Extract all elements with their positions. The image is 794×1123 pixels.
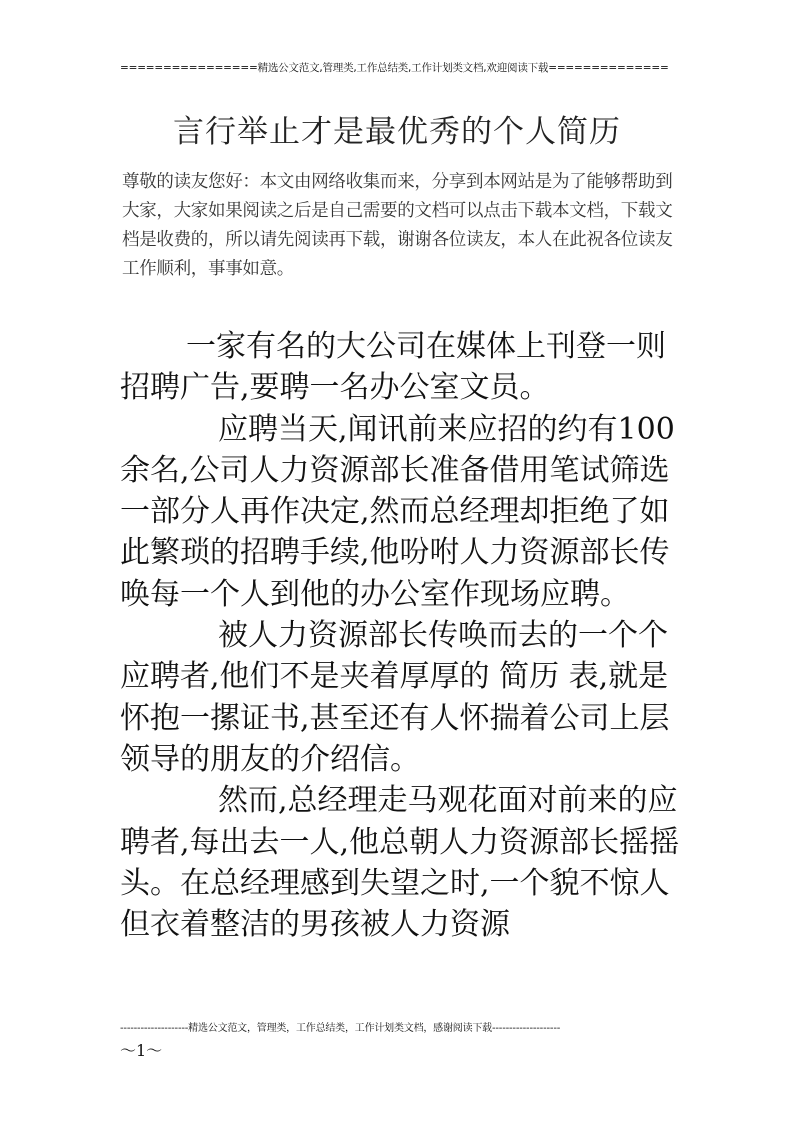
page-footer: --------------------精选公文范文，管理类，工作总结类，工作计划类文档，感谢阅读下载-------------------- — [120, 1023, 561, 1034]
page-number: ～1～ — [120, 1041, 163, 1060]
document-title: 言行举止才是最优秀的个人简历 — [173, 114, 621, 150]
page-header: ================精选公文范文,管理类,工作总结类,工作计划类文档,欢迎阅读下载============== — [120, 62, 669, 74]
body-paragraph: 被人力资源部长传唤而去的一个个应聘者,他们不是夹着厚厚的 简历 表,就是怀抱一摞证书,甚至还有人怀揣着公司上层领导的朋友的介绍信。 — [120, 618, 670, 777]
document-body — [120, 326, 680, 945]
body-paragraph: 然而,总经理走马观花面对前来的应聘者,每出去一人,他总朝人力资源部长摇摇头。在总经理感到失望之时,一个貌不惊人但衣着整洁的男孩被人力资源 — [120, 783, 680, 943]
body-paragraph: 应聘当天,闻讯前来应招的约有100余名,公司人力资源部长准备借用笔试筛选一部分人再作决定,然而总经理却拒绝了如此繁琐的招聘手续,他吩咐人力资源部长传唤每一个人到他的办公室作现场应聘。 — [120, 411, 675, 612]
reader-notice: 尊敬的读友您好：本文由网络收集而来，分享到本网站是为了能够帮助到大家，大家如果阅读之后是自己需要的文档可以点击下载本文档，下载文档是收费的，所以请先阅读再下载，谢谢各位读友，本人在此祝各位读友工作顺利，事事如意。 — [122, 172, 673, 279]
body-paragraph: 一家有名的大公司在媒体上刊登一则招聘广告,要聘一名办公室文员。 — [120, 329, 666, 406]
